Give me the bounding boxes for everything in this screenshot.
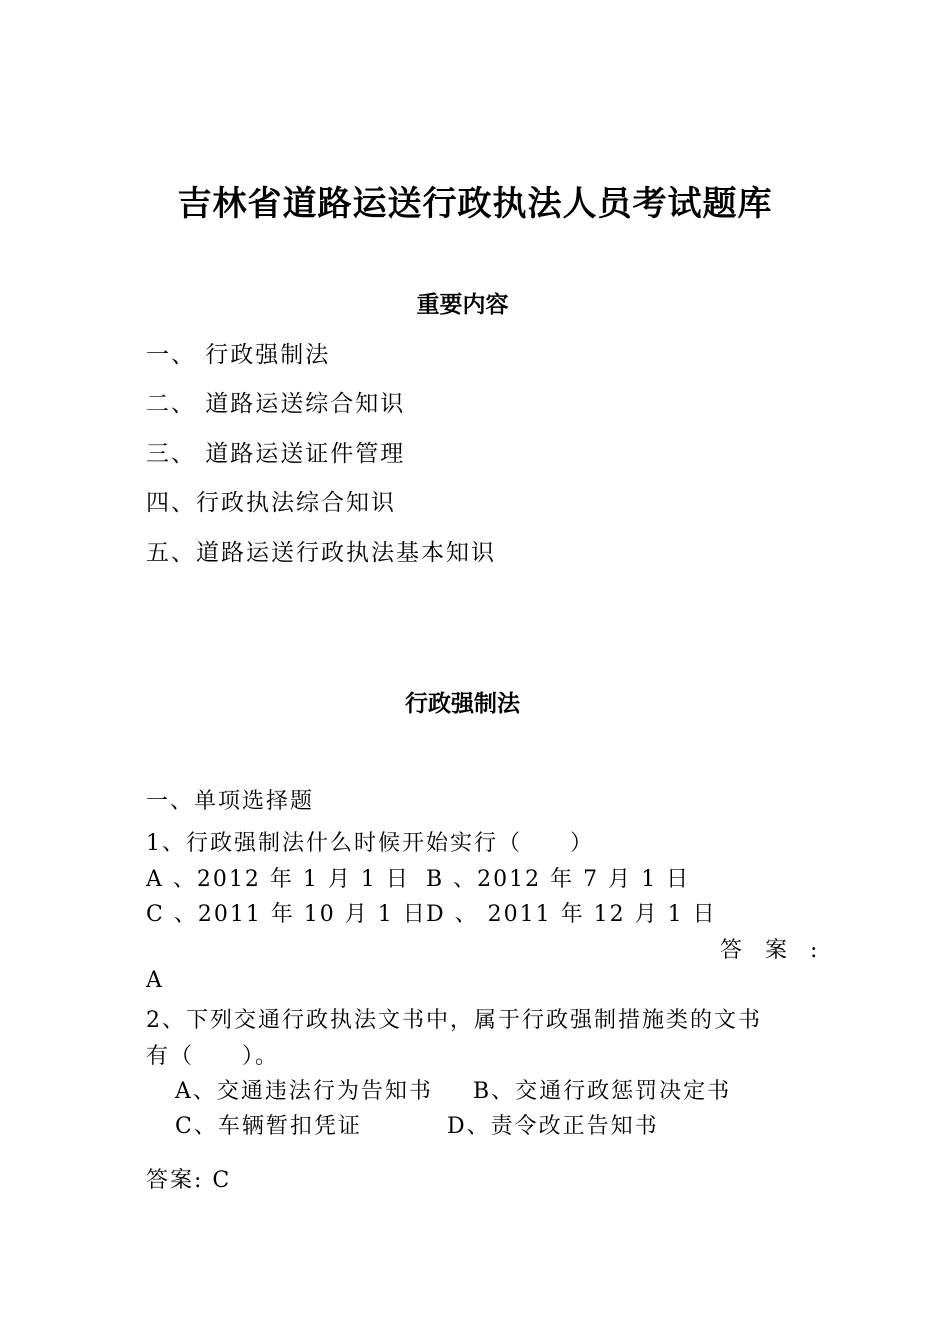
question-type-heading: 一、单项选择题 — [146, 789, 315, 814]
toc-heading: 重要内容 — [416, 291, 509, 318]
question-1-answer-label: 答 案 : — [720, 938, 826, 963]
question-2-option-d: D、责令改正告知书 — [447, 1114, 659, 1139]
question-2-answer: 答案: C — [146, 1168, 232, 1193]
toc-item: 二、 道路运送综合知识 — [146, 391, 406, 417]
question-2-option-a: A、交通违法行为告知书 — [175, 1079, 433, 1104]
question-2-option-c: C、车辆暂扣凭证 — [175, 1114, 362, 1139]
question-1-option-c: C 、2011 年 10 月 1 日 — [146, 902, 427, 927]
question-2-text-line2: 有（ ）。 — [146, 1044, 280, 1069]
question-2-text-line1: 2、下列交通行政执法文书中，属于行政强制措施类的文书 — [146, 1008, 762, 1033]
question-1-option-a: A 、2012 年 1 月 1 日 — [146, 867, 410, 892]
toc-item: 一、 行政强制法 — [146, 342, 331, 368]
question-1-option-d: D 、 2011 年 12 月 1 日 — [426, 902, 717, 927]
question-1-answer-value: A — [146, 968, 164, 993]
question-1-text: 1、行政强制法什么时候开始实行（ ） — [146, 831, 594, 856]
question-2-option-b: B、交通行政惩罚决定书 — [473, 1079, 732, 1104]
toc-item: 三、 道路运送证件管理 — [146, 441, 406, 467]
toc-item: 四、行政执法综合知识 — [146, 490, 396, 516]
question-1-option-b: B 、2012 年 7 月 1 日 — [426, 867, 691, 892]
section-heading: 行政强制法 — [405, 690, 520, 717]
document-title: 吉林省道路运送行政执法人员考试题库 — [177, 184, 773, 224]
toc-item: 五、道路运送行政执法基本知识 — [146, 540, 496, 566]
